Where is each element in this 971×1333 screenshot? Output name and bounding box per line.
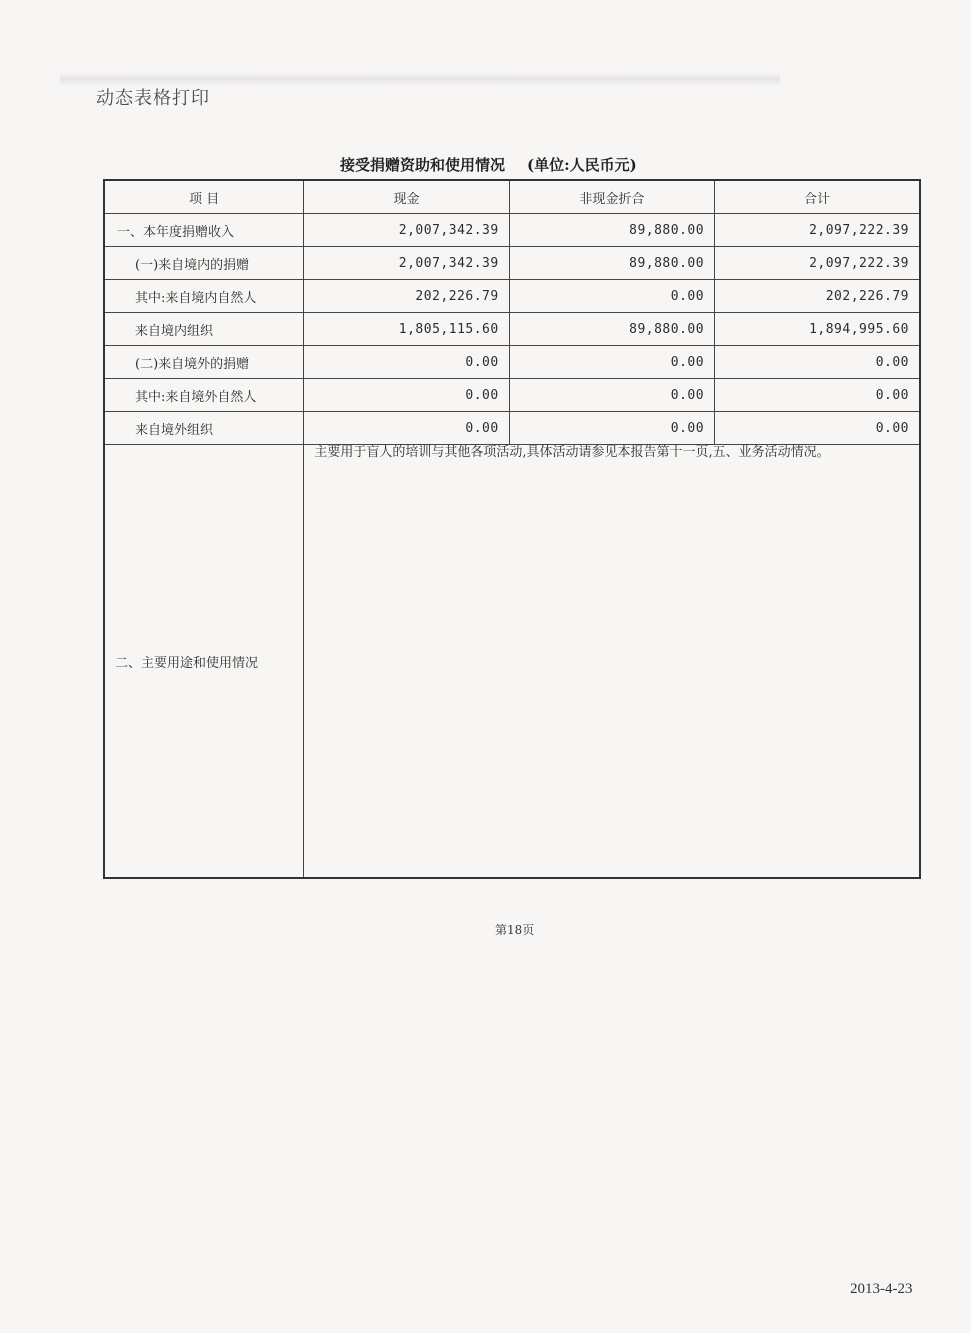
- row-item-label: (二)来自境外的捐赠: [104, 346, 304, 379]
- row-noncash-value: 0.00: [509, 346, 714, 379]
- table-row: [104, 280, 920, 313]
- table-row: [104, 214, 920, 247]
- row-total-value: 0.00: [715, 379, 920, 412]
- row-item-label: (一)来自境内的捐赠: [104, 247, 304, 280]
- usage-label: 二、主要用途和使用情况: [104, 445, 304, 879]
- table-header-row: [104, 180, 920, 214]
- row-cash-value: 1,805,115.60: [304, 313, 509, 346]
- usage-row: [104, 445, 920, 879]
- row-item-label: 来自境内组织: [104, 313, 304, 346]
- table-row: [104, 313, 920, 346]
- row-total-value: 2,097,222.39: [715, 214, 920, 247]
- row-cash-value: 0.00: [304, 412, 509, 445]
- row-noncash-value: 0.00: [509, 412, 714, 445]
- column-header-cash: 现金: [304, 180, 509, 214]
- column-header-item: 项 目: [104, 180, 304, 214]
- title-main: 接受捐赠资助和使用情况: [340, 156, 506, 174]
- row-cash-value: 2,007,342.39: [304, 214, 509, 247]
- table-row: [104, 412, 920, 445]
- row-cash-value: 0.00: [304, 346, 509, 379]
- print-date: 2013-4-23: [850, 1281, 913, 1297]
- title-unit: (单位:人民币元): [527, 156, 637, 174]
- usage-description: 主要用于盲人的培训与其他各项活动,具体活动请参见本报告第十一页,五、业务活动情况。: [304, 445, 920, 879]
- row-noncash-value: 89,880.00: [509, 313, 714, 346]
- row-total-value: 202,226.79: [715, 280, 920, 313]
- row-total-value: 1,894,995.60: [715, 313, 920, 346]
- table-row: [104, 379, 920, 412]
- table-row: [104, 247, 920, 280]
- row-noncash-value: 0.00: [509, 280, 714, 313]
- row-cash-value: 2,007,342.39: [304, 247, 509, 280]
- row-item-label: 其中:来自境外自然人: [104, 379, 304, 412]
- document-title: [340, 154, 637, 175]
- row-noncash-value: 89,880.00: [509, 214, 714, 247]
- row-item-label: 一、本年度捐赠收入: [104, 214, 304, 247]
- page-number: 第18页: [495, 923, 535, 937]
- table-row: [104, 346, 920, 379]
- column-header-noncash: 非现金折合: [509, 180, 714, 214]
- row-total-value: 0.00: [715, 412, 920, 445]
- row-item-label: 来自境外组织: [104, 412, 304, 445]
- row-total-value: 0.00: [715, 346, 920, 379]
- column-header-total: 合计: [715, 180, 920, 214]
- row-noncash-value: 0.00: [509, 379, 714, 412]
- row-cash-value: 202,226.79: [304, 280, 509, 313]
- row-noncash-value: 89,880.00: [509, 247, 714, 280]
- print-header-label: 动态表格打印: [96, 88, 210, 109]
- donations-table: [103, 179, 921, 879]
- row-cash-value: 0.00: [304, 379, 509, 412]
- row-item-label: 其中:来自境内自然人: [104, 280, 304, 313]
- row-total-value: 2,097,222.39: [715, 247, 920, 280]
